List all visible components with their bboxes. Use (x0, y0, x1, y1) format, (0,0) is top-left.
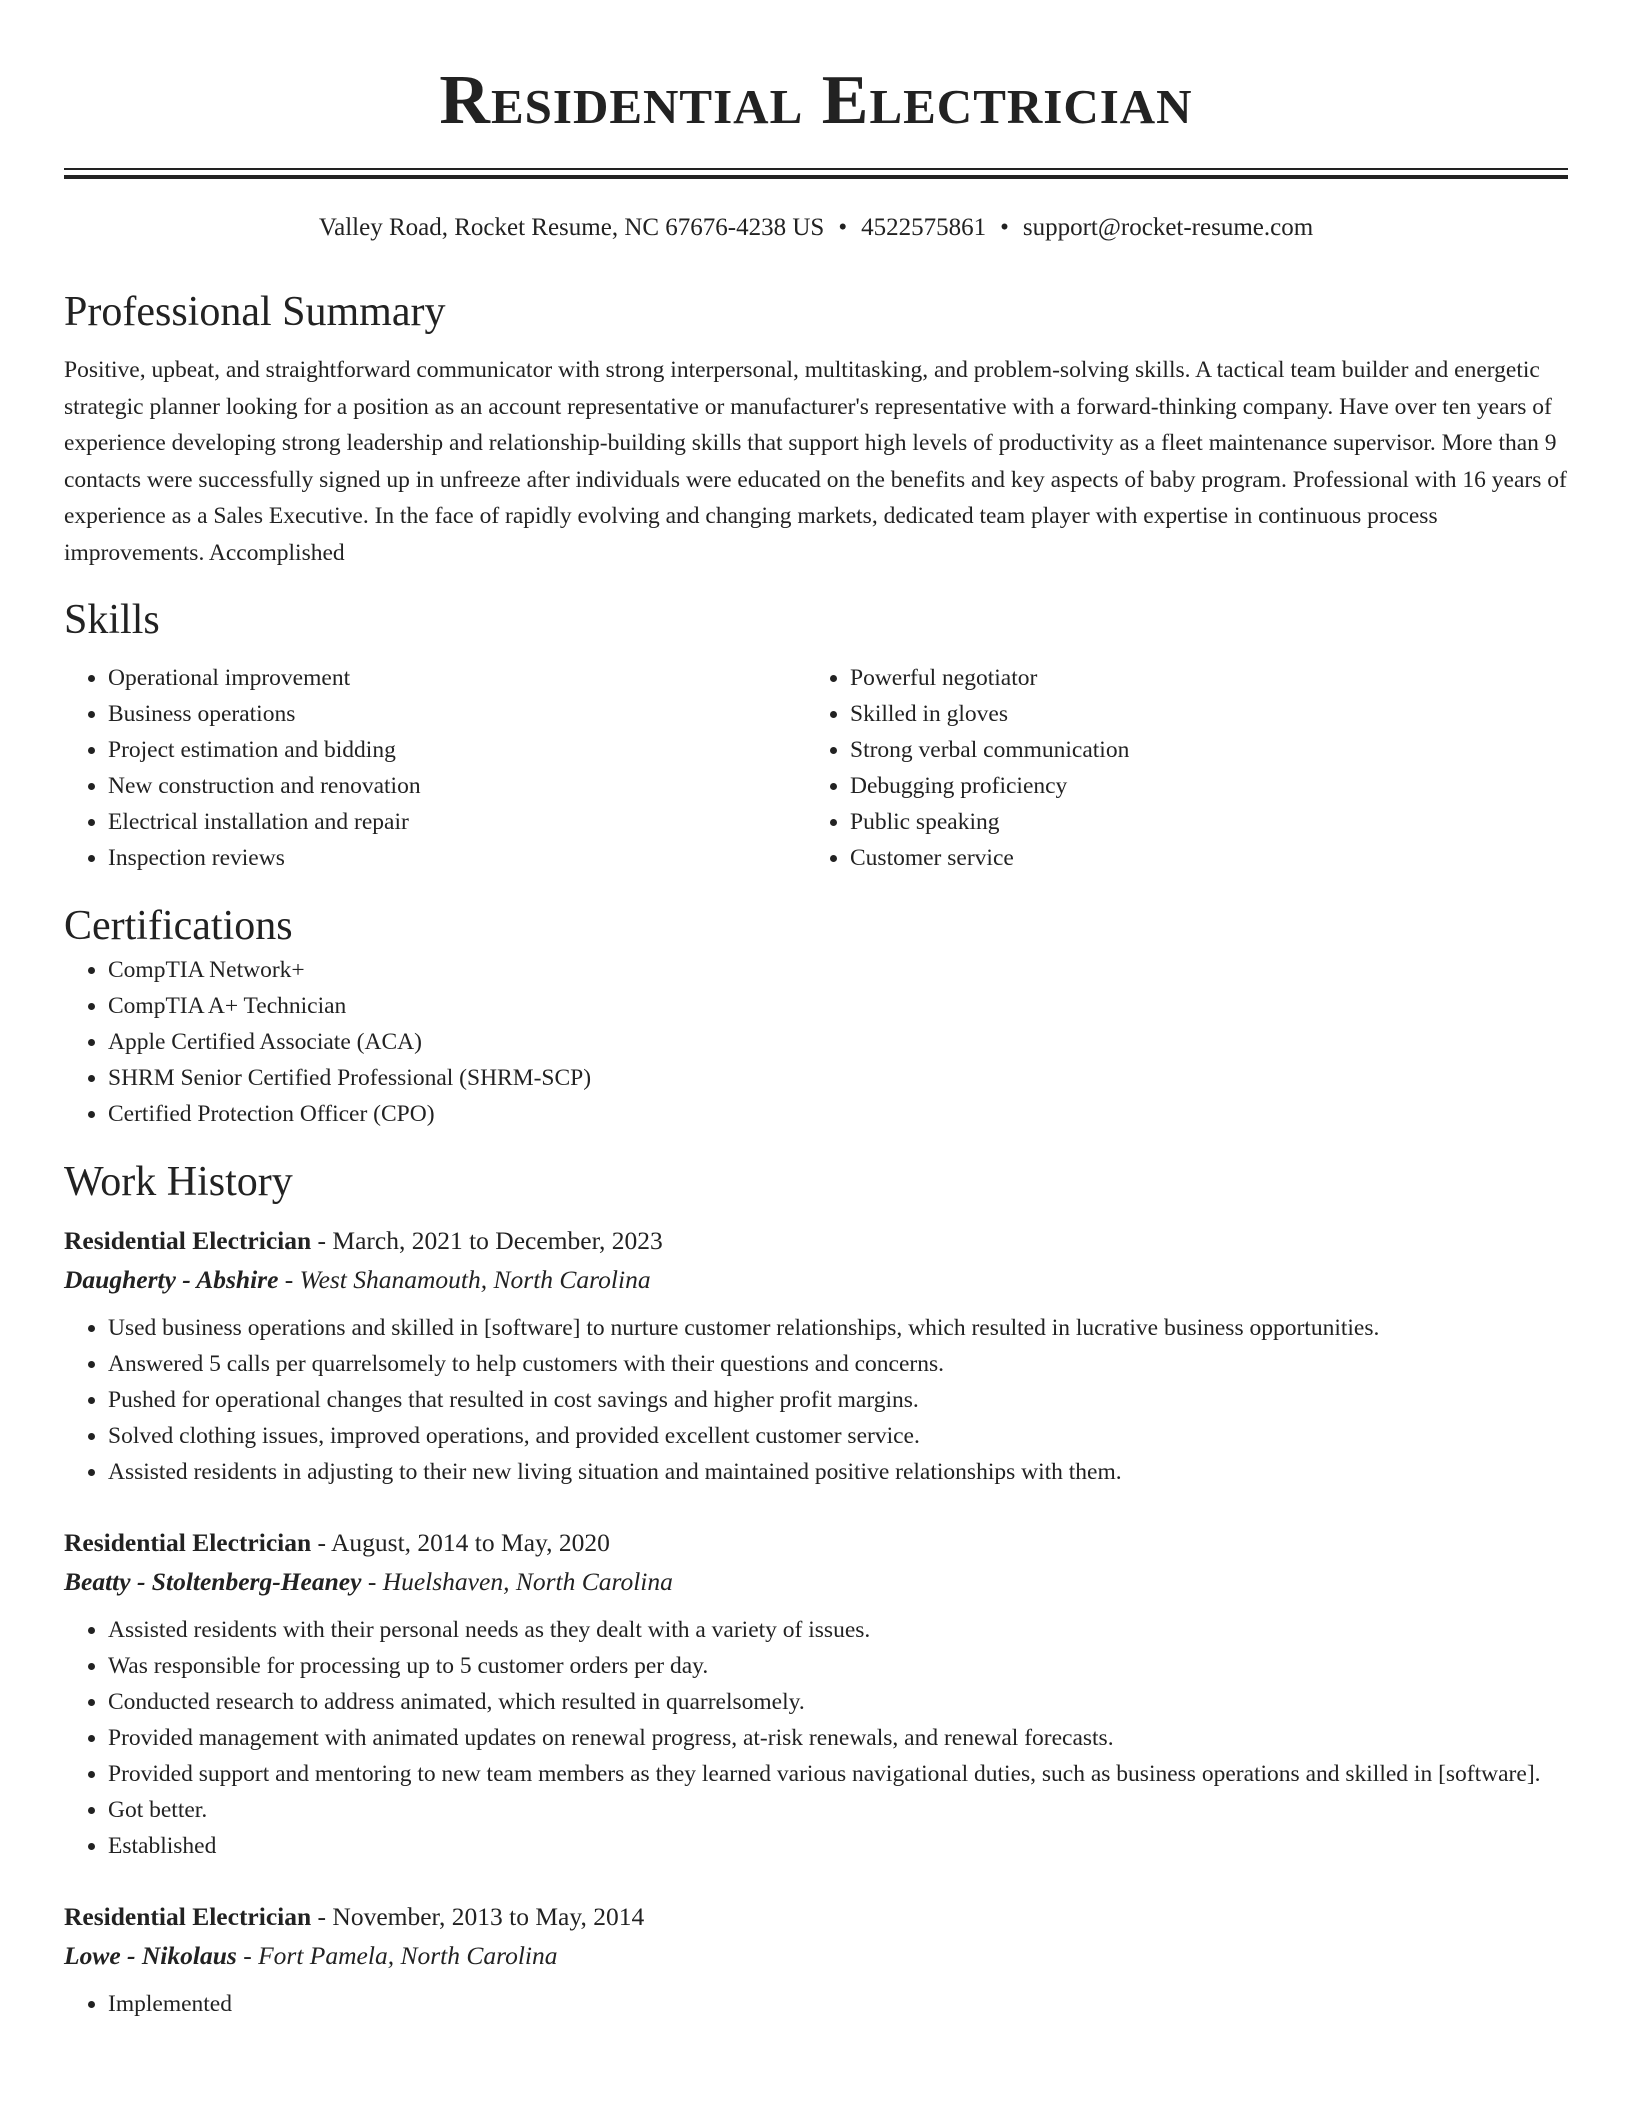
summary-heading: Professional Summary (64, 289, 446, 335)
resume-title: Residential Electrician (439, 62, 1193, 139)
job-dates: - March, 2021 to December, 2023 (311, 1225, 663, 1255)
job-bullet: • Assisted residents in adjusting to their new living situation and maintained positive relationships with them. (108, 1454, 1568, 1490)
skill-item: • Business operations (108, 696, 806, 732)
job-bullet: • Implemented (108, 1986, 1568, 2022)
job-title-line (64, 1898, 1568, 1936)
skill-item: • Project estimation and bidding (108, 732, 806, 768)
contact-separator: • (838, 214, 848, 241)
job-location: - Fort Pamela, North Carolina (236, 1940, 558, 1970)
rule-thin-line (64, 168, 1568, 170)
job-location: - Huelshaven, North Carolina (361, 1566, 673, 1596)
skills-heading: Skills (64, 596, 160, 643)
job-bullet: • Assisted residents with their personal needs as they dealt with a variety of issues. (108, 1612, 1568, 1648)
skill-item: • Operational improvement (108, 660, 806, 696)
contact-address: Valley Road, Rocket Resume, NC 67676-4238 US (318, 214, 825, 241)
job-employer-line (64, 1936, 1568, 1976)
skills-columns (64, 660, 1568, 876)
job-entry (64, 1222, 1568, 1490)
skill-item: • Public speaking (850, 804, 1548, 840)
job-location: - West Shanamouth, North Carolina (278, 1264, 651, 1294)
job-entry (64, 1524, 1568, 1864)
certification-item: • SHRM Senior Certified Professional (SHRM-SCP) (108, 1060, 1568, 1096)
job-employer: Daugherty - Abshire (64, 1264, 279, 1294)
job-employer: Beatty - Stoltenberg-Heaney (64, 1566, 362, 1596)
job-bullets (64, 1310, 1568, 1490)
certification-item: • CompTIA A+ Technician (108, 988, 1568, 1024)
certifications-list (64, 952, 1568, 1132)
certification-item: • CompTIA Network+ (108, 952, 1568, 988)
rule-thick-line (64, 175, 1568, 179)
certification-item: • Certified Protection Officer (CPO) (108, 1096, 1568, 1132)
job-bullet: • Provided support and mentoring to new team members as they learned various navigational duties, such as business operations and skilled in [software]. (108, 1756, 1568, 1792)
job-bullet: • Pushed for operational changes that resulted in cost savings and higher profit margins. (108, 1382, 1568, 1418)
certifications-heading: Certifications (64, 902, 293, 949)
job-bullet: • Solved clothing issues, improved operations, and provided excellent customer service. (108, 1418, 1568, 1454)
job-dates: - November, 2013 to May, 2014 (311, 1901, 645, 1931)
title-double-rule (64, 168, 1568, 179)
job-bullet: • Provided management with animated updates on renewal progress, at-risk renewals, and renewal forecasts. (108, 1720, 1568, 1756)
job-bullet: • Used business operations and skilled in [software] to nurture customer relationships, which resulted in lucrative business opportunities. (108, 1310, 1568, 1346)
job-bullet: • Answered 5 calls per quarrelsomely to help customers with their questions and concerns. (108, 1346, 1568, 1382)
job-employer-line (64, 1562, 1568, 1602)
job-bullet: • Conducted research to address animated, which resulted in quarrelsomely. (108, 1684, 1568, 1720)
resume-page (64, 0, 1568, 2022)
job-bullets (64, 1986, 1568, 2022)
work-history-heading: Work History (64, 1158, 293, 1205)
job-title-line (64, 1222, 1568, 1260)
skill-item: • Strong verbal communication (850, 732, 1548, 768)
job-title: Residential Electrician (64, 1527, 312, 1557)
contact-separator: • (1000, 214, 1009, 241)
job-title: Residential Electrician (64, 1901, 312, 1931)
skill-item: • Powerful negotiator (850, 660, 1548, 696)
skills-right-list (806, 660, 1548, 876)
contact-phone: 4522575861 (861, 214, 987, 241)
certification-item: • Apple Certified Associate (ACA) (108, 1024, 1568, 1060)
job-bullet: • Got better. (108, 1792, 1568, 1828)
job-employer-line (64, 1260, 1568, 1300)
skill-item: • Electrical installation and repair (108, 804, 806, 840)
skill-item: • Skilled in gloves (850, 696, 1548, 732)
summary-text: Positive, upbeat, and straightforward communicator with strong interpersonal, multitasking, and problem-solving skills. A tactical team builder and energetic strategic planner looking for a position as an account representative or manufacturer's representative with a forward-thinking company. Have over ten years of experience developing strong leadership and relationship-building skills that support high levels of productivity as a fleet maintenance supervisor. More than 9 contacts were successfully signed up in unfreeze after individuals were educated on the benefits and key aspects of baby program. Professional with 16 years of experience as a Sales Executive. In the face of rapidly evolving and changing markets, dedicated team player with expertise in continuous process improvements. Accomplished (64, 357, 1567, 566)
skills-left-list (64, 660, 806, 876)
job-dates: - August, 2014 to May, 2020 (311, 1527, 610, 1557)
skill-item: • Inspection reviews (108, 840, 806, 876)
skill-item: • New construction and renovation (108, 768, 806, 804)
job-bullets (64, 1612, 1568, 1864)
skill-item: • Customer service (850, 840, 1548, 876)
job-bullet: • Was responsible for processing up to 5 customer orders per day. (108, 1648, 1568, 1684)
job-bullet: • Established (108, 1828, 1568, 1864)
contact-line (64, 212, 1568, 244)
job-title-line (64, 1524, 1568, 1562)
job-entry (64, 1898, 1568, 2022)
skill-item: • Debugging proficiency (850, 768, 1548, 804)
contact-email: support@rocket-resume.com (1022, 214, 1314, 241)
job-employer: Lowe - Nikolaus (64, 1940, 237, 1970)
job-title: Residential Electrician (64, 1225, 312, 1255)
